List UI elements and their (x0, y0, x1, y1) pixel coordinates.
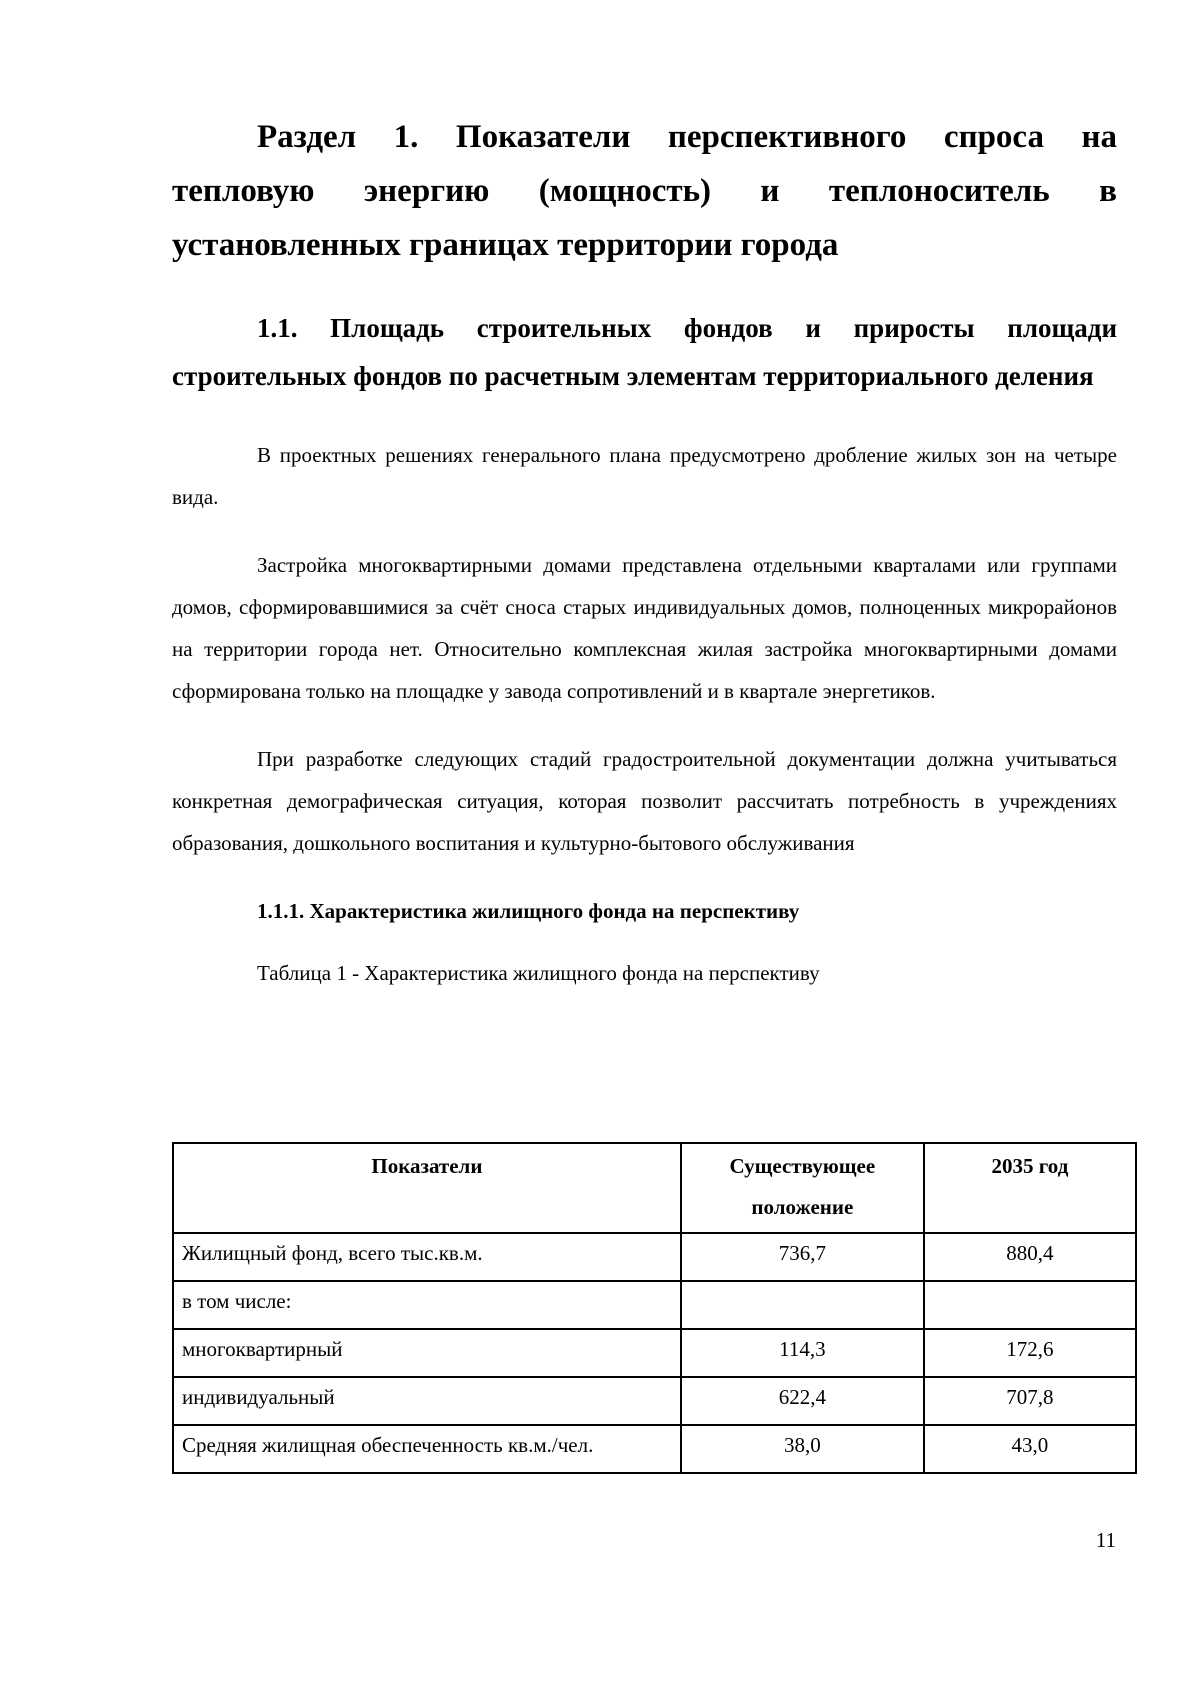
row-value-current: 622,4 (681, 1377, 924, 1425)
row-label: индивидуальный (173, 1377, 681, 1425)
page-number: 11 (1095, 1528, 1116, 1552)
row-value-2035: 172,6 (924, 1329, 1136, 1377)
row-value-2035: 880,4 (924, 1233, 1136, 1281)
row-label: многоквартирный (173, 1329, 681, 1377)
paragraph-zones: В проектных решениях генерального плана предусмотрено дробление жилых зон на четыре вида. (172, 443, 1117, 509)
row-value-current: 38,0 (681, 1425, 924, 1473)
row-value-current: 736,7 (681, 1233, 924, 1281)
row-value-2035: 43,0 (924, 1425, 1136, 1473)
row-label: Жилищный фонд, всего тыс.кв.м. (173, 1233, 681, 1281)
paragraph-planning: При разработке следующих стадий градостроительной документации должна учитываться конкретная демографическая ситуация, которая позволит рассчитать потребность в учреждениях образования, дошкольного воспитания и культурно-бытового обслуживания (172, 747, 1117, 855)
paragraph-development: Застройка многоквартирными домами представлена отдельными кварталами или группами домов, сформировавшимися за счёт сноса старых индивидуальных домов, полноценных микрорайонов на территории города нет. Относительно комплексная жилая застройка многоквартирными домами сформирована только на площадке у завода сопротивлений и в квартале энергетиков. (172, 553, 1117, 703)
row-label: Средняя жилищная обеспеченность кв.м./чел. (173, 1425, 681, 1473)
table-row (173, 1377, 1136, 1425)
table-row (173, 1281, 1136, 1329)
housing-stock-table (172, 1142, 1137, 1474)
table-row (173, 1233, 1136, 1281)
table-row (173, 1425, 1136, 1473)
section-title: Раздел 1. Показатели перспективного спроса на тепловую энергию (мощность) и теплоноситель в установленных границах территории города (172, 119, 1117, 263)
header-indicators: Показатели (173, 1143, 681, 1233)
header-2035: 2035 год (924, 1143, 1136, 1233)
row-label: в том числе: (173, 1281, 681, 1329)
table-header-row (173, 1143, 1136, 1233)
row-value-2035: 707,8 (924, 1377, 1136, 1425)
row-value-current (681, 1281, 924, 1329)
row-value-2035 (924, 1281, 1136, 1329)
row-value-current: 114,3 (681, 1329, 924, 1377)
table-row (173, 1329, 1136, 1377)
subsection-title: 1.1. Площадь строительных фондов и приросты площади строительных фондов по расчетным элементам территориального деления (172, 313, 1117, 391)
page-content (172, 110, 1117, 994)
subsubsection-title: 1.1.1. Характеристика жилищного фонда на перспективу (257, 899, 800, 923)
table-caption: Таблица 1 - Характеристика жилищного фонда на перспективу (257, 961, 820, 985)
header-current: Существующее положение (681, 1143, 924, 1233)
